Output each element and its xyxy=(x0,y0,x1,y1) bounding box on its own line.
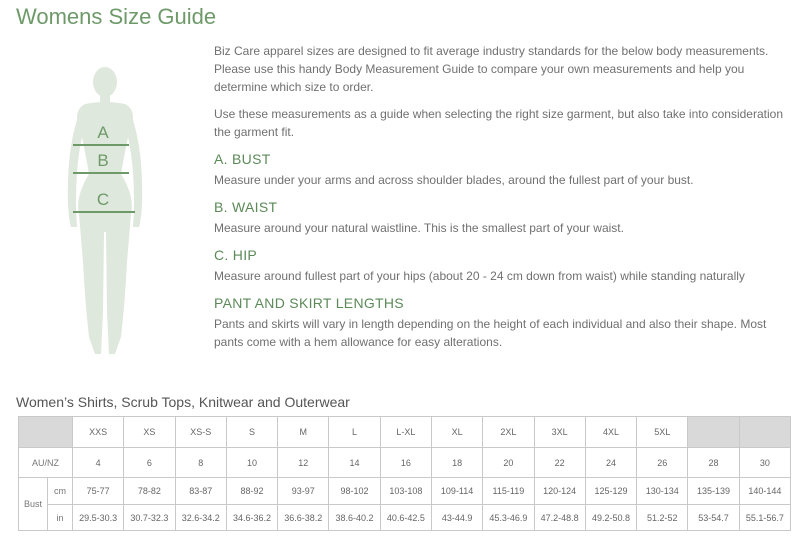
bust-cm-cell: 125-129 xyxy=(585,478,636,505)
page-title: Womens Size Guide xyxy=(16,4,217,29)
section-heading-waist: B. WAIST xyxy=(214,199,278,215)
au-nz-size-cell: 14 xyxy=(329,448,380,478)
bust-cm-cell: 135-139 xyxy=(688,478,739,505)
au-nz-size-cell: 6 xyxy=(124,448,175,478)
bust-cm-cell: 98-102 xyxy=(329,478,380,505)
bust-cm-cell: 78-82 xyxy=(124,478,175,505)
bust-cm-cell: 103-108 xyxy=(380,478,431,505)
au-nz-size-cell: 20 xyxy=(483,448,534,478)
intro-paragraph: Biz Care apparel sizes are designed to fit average industry standards for the below body measurements. Please use this handy Body Measurement Guide to compare your own measurements and help you determine which size to order. xyxy=(214,44,769,94)
size-header-cell: XS xyxy=(124,417,175,448)
bust-in-cell: 29.5-30.3 xyxy=(73,505,124,531)
bust-cm-cell: 140-144 xyxy=(739,478,790,505)
au-nz-size-cell: 16 xyxy=(380,448,431,478)
table-title: Women’s Shirts, Scrub Tops, Knitwear and Outerwear xyxy=(16,394,350,410)
size-header-cell xyxy=(688,417,739,448)
bust-in-cell: 43-44.9 xyxy=(431,505,482,531)
female-silhouette-icon xyxy=(55,62,155,362)
au-nz-size-cell: 28 xyxy=(688,448,739,478)
au-nz-size-cell: 18 xyxy=(431,448,482,478)
bust-in-cell: 32.6-34.2 xyxy=(175,505,226,531)
bust-cm-cell: 93-97 xyxy=(278,478,329,505)
bust-in-cell: 55.1-56.7 xyxy=(739,505,790,531)
size-header-cell: XXS xyxy=(73,417,124,448)
bust-in-cell: 49.2-50.8 xyxy=(585,505,636,531)
size-header-cell: M xyxy=(278,417,329,448)
au-nz-size-cell: 4 xyxy=(73,448,124,478)
size-header-cell: L xyxy=(329,417,380,448)
bust-in-cell: 47.2-48.8 xyxy=(534,505,585,531)
size-header-cell: 4XL xyxy=(585,417,636,448)
au-nz-size-cell: 24 xyxy=(585,448,636,478)
cm-unit-label: cm xyxy=(48,478,73,505)
au-nz-size-cell: 10 xyxy=(226,448,277,478)
bust-cm-cell: 88-92 xyxy=(226,478,277,505)
section-heading-bust: A. BUST xyxy=(214,151,271,167)
size-header-row xyxy=(19,417,791,448)
bust-in-cell: 45.3-46.9 xyxy=(483,505,534,531)
section-heading-hip: C. HIP xyxy=(214,247,258,263)
size-header-cell: 2XL xyxy=(483,417,534,448)
size-header-cell: 3XL xyxy=(534,417,585,448)
bust-in-cell: 51.2-52 xyxy=(637,505,688,531)
au-nz-size-cell: 22 xyxy=(534,448,585,478)
au-nz-label: AU/NZ xyxy=(19,448,73,478)
measurement-guide xyxy=(214,42,792,360)
bust-cm-cell: 83-87 xyxy=(175,478,226,505)
body-measurement-figure xyxy=(55,62,155,362)
intro-paragraph: Use these measurements as a guide when selecting the right size garment, but also take into consideration the garment fit. xyxy=(214,107,783,139)
in-unit-label: in xyxy=(48,505,73,531)
figure-label-c: C xyxy=(96,190,110,209)
bust-cm-cell: 109-114 xyxy=(431,478,482,505)
section-text-lengths: Pants and skirts will vary in length depending on the height of each individual and also their shape. Most pants come with a hem allowance for easy alterations. xyxy=(214,317,767,349)
bust-cm-cell: 120-124 xyxy=(534,478,585,505)
size-header-cell: XS-S xyxy=(175,417,226,448)
size-header-cell: XL xyxy=(431,417,482,448)
section-text-waist: Measure around your natural waistline. This is the smallest part of your waist. xyxy=(214,221,624,235)
bust-cm-cell: 75-77 xyxy=(73,478,124,505)
bust-cm-cell: 115-119 xyxy=(483,478,534,505)
figure-label-a: A xyxy=(97,123,109,142)
bust-in-cell: 30.7-32.3 xyxy=(124,505,175,531)
bust-in-cell: 53-54.7 xyxy=(688,505,739,531)
size-header-cell: L-XL xyxy=(380,417,431,448)
section-text-hip: Measure around fullest part of your hips (about 20 - 24 cm down from waist) while standing naturally xyxy=(214,269,745,283)
bust-cm-cell: 130-134 xyxy=(637,478,688,505)
au-nz-size-cell: 12 xyxy=(278,448,329,478)
figure-label-b: B xyxy=(97,151,109,170)
bust-label: Bust xyxy=(19,478,48,531)
bust-in-cell: 36.6-38.2 xyxy=(278,505,329,531)
section-heading-lengths: PANT AND SKIRT LENGTHS xyxy=(214,295,404,311)
bust-in-row xyxy=(19,505,791,531)
bust-cm-row xyxy=(19,478,791,505)
au-nz-row xyxy=(19,448,791,478)
bust-in-cell: 34.6-36.2 xyxy=(226,505,277,531)
size-header-cell: S xyxy=(226,417,277,448)
au-nz-size-cell: 30 xyxy=(739,448,790,478)
size-header-cell: 5XL xyxy=(637,417,688,448)
au-nz-size-cell: 26 xyxy=(637,448,688,478)
size-table xyxy=(18,416,791,531)
size-header-cell xyxy=(739,417,790,448)
table-corner-cell xyxy=(19,417,73,448)
bust-in-cell: 40.6-42.5 xyxy=(380,505,431,531)
bust-in-cell: 38.6-40.2 xyxy=(329,505,380,531)
au-nz-size-cell: 8 xyxy=(175,448,226,478)
section-text-bust: Measure under your arms and across shoulder blades, around the fullest part of your bust. xyxy=(214,173,694,187)
